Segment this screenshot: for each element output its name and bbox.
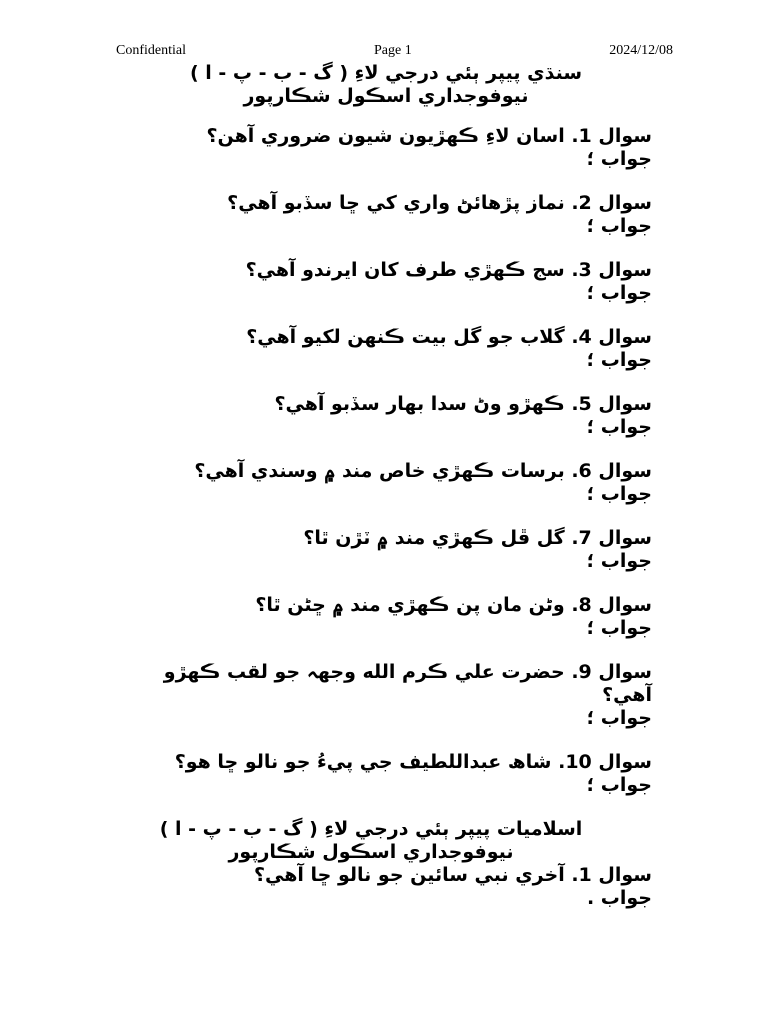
school-name: نيوفوجداري اسڪول شڪارپور bbox=[243, 85, 529, 107]
question-item bbox=[110, 326, 652, 372]
question-item bbox=[110, 527, 652, 573]
question-item bbox=[110, 864, 652, 910]
question-text: سوال 7. گل ڦل ڪهڙي مند ۾ ٽڙن ٿا؟ bbox=[303, 527, 652, 549]
islamiyat-paper-section bbox=[110, 818, 652, 910]
question-item bbox=[110, 192, 652, 238]
answer-label: جواب ؛ bbox=[586, 550, 652, 572]
sindhi-question-list bbox=[110, 125, 652, 797]
answer-label: جواب ؛ bbox=[586, 774, 652, 796]
school-name: نيوفوجداري اسڪول شڪارپور bbox=[228, 841, 514, 863]
answer-label: جواب ؛ bbox=[586, 282, 652, 304]
answer-label: جواب . bbox=[586, 887, 652, 909]
question-item bbox=[110, 594, 652, 640]
question-item bbox=[110, 393, 652, 439]
page-header bbox=[0, 43, 768, 63]
question-text: سوال 10. شاھ عبداللطيف جي پيءُ جو نالو ڇا هو؟ bbox=[174, 751, 652, 773]
header-page-number: Page 1 bbox=[374, 43, 412, 58]
question-item bbox=[110, 125, 652, 171]
answer-label: جواب ؛ bbox=[586, 148, 652, 170]
header-date: 2024/12/08 bbox=[609, 43, 673, 58]
header-confidential: Confidential bbox=[116, 43, 186, 58]
question-text: سوال 1. اسان لاءِ ڪهڙيون شيون ضروري آهن؟ bbox=[206, 125, 652, 147]
question-item bbox=[110, 661, 652, 730]
answer-label: جواب ؛ bbox=[586, 416, 652, 438]
sindhi-paper-section bbox=[110, 62, 652, 797]
question-item bbox=[110, 460, 652, 506]
question-text: سوال 1. آخري نبي سائين جو نالو ڇا آهي؟ bbox=[253, 864, 652, 886]
question-text: سوال 9. حضرت علي ڪرم الله وجهہ جو لقب ڪهڙو آهي؟ bbox=[163, 661, 652, 706]
sindhi-paper-title: سنڌي پيپر ٻئي درجي لاءِ ( گ - ب - پ - ا ) bbox=[189, 62, 583, 84]
question-item bbox=[110, 259, 652, 305]
answer-label: جواب ؛ bbox=[586, 483, 652, 505]
question-text: سوال 3. سج ڪهڙي طرف کان ايرندو آهي؟ bbox=[245, 259, 652, 281]
answer-label: جواب ؛ bbox=[586, 215, 652, 237]
question-text: سوال 2. نماز پڙهائڻ واري کي ڇا سڏبو آهي؟ bbox=[227, 192, 652, 214]
question-text: سوال 5. ڪهڙو وڻ سدا بهار سڏبو آهي؟ bbox=[274, 393, 652, 415]
islamiyat-paper-title: اسلاميات پيپر ٻئي درجي لاءِ ( گ - ب - پ - ا ) bbox=[159, 818, 583, 840]
question-item bbox=[110, 751, 652, 797]
question-text: سوال 4. گلاب جو گل بيت ڪنهن لکيو آهي؟ bbox=[246, 326, 652, 348]
answer-label: جواب ؛ bbox=[586, 349, 652, 371]
answer-label: جواب ؛ bbox=[586, 617, 652, 639]
question-text: سوال 8. وڻن مان پن ڪهڙي مند ۾ ڇڻن ٿا؟ bbox=[255, 594, 652, 616]
answer-label: جواب ؛ bbox=[586, 707, 652, 729]
document-body bbox=[110, 62, 652, 910]
question-text: سوال 6. برسات ڪهڙي خاص مند ۾ وسندي آهي؟ bbox=[194, 460, 652, 482]
